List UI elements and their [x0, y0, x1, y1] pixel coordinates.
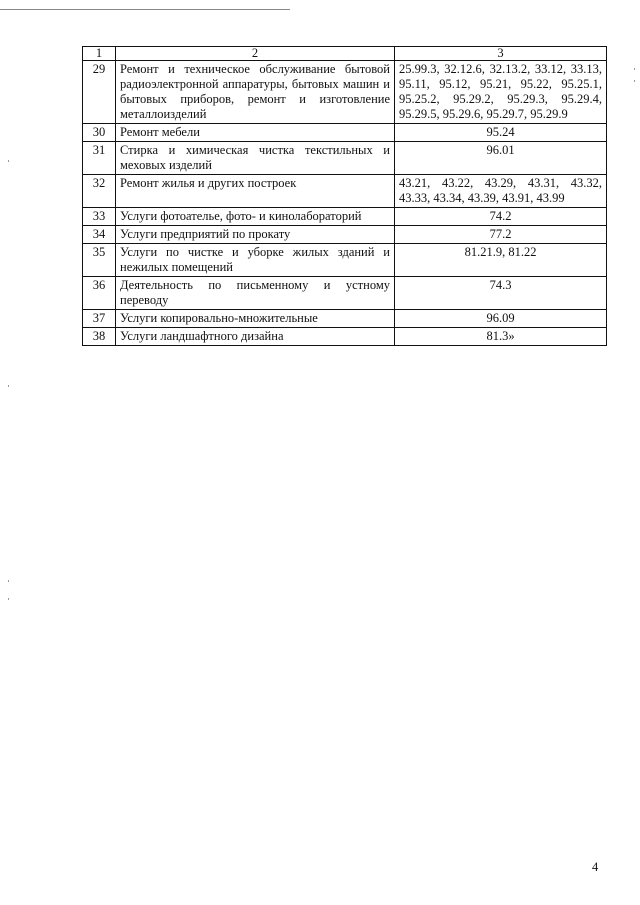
row-number: 35 — [83, 244, 116, 277]
row-number: 31 — [83, 142, 116, 175]
row-number: 29 — [83, 61, 116, 124]
service-codes: 77.2 — [395, 226, 607, 244]
service-name: Услуги копировально-множительные — [116, 310, 395, 328]
row-number: 38 — [83, 328, 116, 346]
service-name: Услуги по чистке и уборке жилых зданий и нежилых помещений — [116, 244, 395, 277]
service-codes: 43.21, 43.22, 43.29, 43.31, 43.32, 43.33, 43.34, 43.39, 43.91, 43.99 — [395, 175, 607, 208]
row-number: 36 — [83, 277, 116, 310]
service-name: Услуги ландшафтного дизайна — [116, 328, 395, 346]
table-header-row — [83, 47, 607, 61]
table-row — [83, 244, 607, 277]
scan-artifact-dot — [634, 80, 635, 82]
table-row — [83, 310, 607, 328]
service-codes: 74.2 — [395, 208, 607, 226]
row-number: 33 — [83, 208, 116, 226]
service-codes: 81.21.9, 81.22 — [395, 244, 607, 277]
header-cell: 3 — [395, 47, 607, 61]
service-codes: 81.3» — [395, 328, 607, 346]
service-name: Ремонт и техническое обслуживание бытовой радиоэлектронной аппаратуры, бытовых машин и бытовых приборов, ремонт и изготовление металлоизделий — [116, 61, 395, 124]
row-number: 37 — [83, 310, 116, 328]
header-cell: 1 — [83, 47, 116, 61]
scan-artifact-dot — [8, 598, 9, 600]
scan-artifact-line — [0, 9, 290, 10]
page-number: 4 — [592, 860, 599, 874]
table-row — [83, 175, 607, 208]
table-row — [83, 142, 607, 175]
service-name: Услуги фотоателье, фото- и кинолабораторий — [116, 208, 395, 226]
service-codes: 96.09 — [395, 310, 607, 328]
row-number: 34 — [83, 226, 116, 244]
table-row — [83, 61, 607, 124]
row-number: 32 — [83, 175, 116, 208]
table-row — [83, 208, 607, 226]
service-name: Стирка и химическая чистка текстильных и меховых изделий — [116, 142, 395, 175]
service-name: Деятельность по письменному и устному переводу — [116, 277, 395, 310]
table-row — [83, 328, 607, 346]
service-codes: 25.99.3, 32.12.6, 32.13.2, 33.12, 33.13, 95.11, 95.12, 95.21, 95.22, 95.25.1, 95.25.2, 95.29.2, 95.29.3, 95.29.4, 95.29.5, 95.29.6, 95.29.7, 95.29.9 — [395, 61, 607, 124]
header-cell: 2 — [116, 47, 395, 61]
service-codes: 96.01 — [395, 142, 607, 175]
row-number: 30 — [83, 124, 116, 142]
table-row — [83, 226, 607, 244]
table-row — [83, 124, 607, 142]
scan-artifact-dot — [8, 160, 9, 162]
scan-artifact-dot — [8, 385, 9, 387]
services-table — [82, 46, 607, 346]
service-name: Ремонт жилья и других построек — [116, 175, 395, 208]
service-name: Ремонт мебели — [116, 124, 395, 142]
table-row — [83, 277, 607, 310]
scan-artifact-dot — [8, 580, 9, 582]
scan-artifact-dot — [634, 68, 635, 70]
service-codes: 95.24 — [395, 124, 607, 142]
service-codes: 74.3 — [395, 277, 607, 310]
service-name: Услуги предприятий по прокату — [116, 226, 395, 244]
